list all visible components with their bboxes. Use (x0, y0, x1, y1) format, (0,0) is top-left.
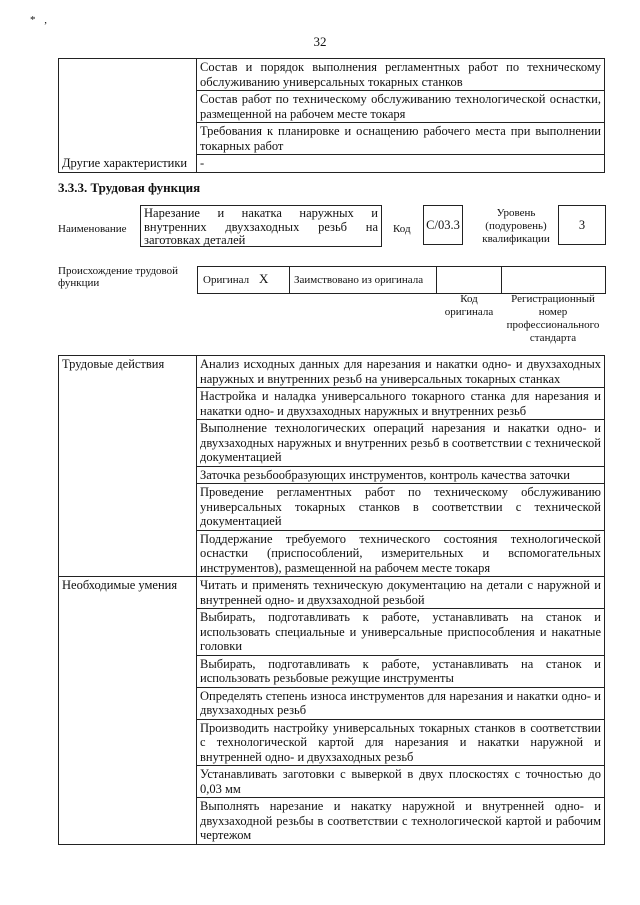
group-item: Выполнение технологических операций нарезания и накатки одно- и двухзаходных наружных и внутренних резьб в соответствии с технической документацией (197, 420, 605, 467)
top-table-row (59, 155, 605, 173)
group-item: Определять степень износа инструментов для нарезания и накатки одно- и двухзаходных резьб (197, 687, 605, 719)
top-table-row (59, 123, 605, 155)
top-row-label (59, 123, 197, 155)
group-label: Трудовые действия (59, 356, 197, 577)
origin-divider-3 (501, 266, 502, 293)
scan-mark: * , (30, 14, 50, 26)
top-row-text: Состав работ по техническому обслуживанию технологической оснастки, размещенной на рабочем месте токаря (197, 91, 605, 123)
level-label: Уровень (подуровень) квалификации (482, 207, 550, 245)
top-row-label (59, 59, 197, 91)
top-table-row (59, 59, 605, 91)
original-mark: X (259, 271, 269, 286)
group-item: Устанавливать заготовки с выверкой в двух плоскостях с точностью до 0,03 мм (197, 766, 605, 798)
group-item: Заточка резьбообразующих инструментов, контроль качества заточки (197, 466, 605, 484)
top-row-label (59, 91, 197, 123)
reg-number-caption: Регистрационный номер профессионального стандарта (506, 293, 600, 344)
group-item: Выполнять нарезание и накатку наружной и внутренней одно- и двухзаходной резьбы в соответствии с технологической картой и рабочим чертежом (197, 798, 605, 845)
group-item: Поддержание требуемого технического состояния технологической оснастки (приспособлений, измерительных и вспомогательных инструментов), размещенной на рабочем месте токаря (197, 530, 605, 577)
function-name: Нарезание и накатка наружных и внутренних двухзаходных резьб на заготовках деталей (140, 205, 382, 247)
main-table-row (59, 577, 605, 609)
section-heading: 3.3.3. Трудовая функция (58, 180, 201, 195)
origin-divider-1 (289, 266, 290, 293)
group-item: Выбирать, подготавливать к работе, устанавливать на станок и использовать специальные и универсальные приспособления и накатные головки (197, 609, 605, 656)
code-label: Код (393, 223, 411, 235)
original-label: Оригинал (203, 274, 250, 286)
level-value: 3 (558, 205, 606, 245)
main-table (58, 355, 605, 845)
origin-divider-2 (436, 266, 437, 293)
group-item: Выбирать, подготавливать к работе, устанавливать на станок и использовать резьбовые режущие инструменты (197, 655, 605, 687)
top-table-row (59, 91, 605, 123)
code-original-caption: Код оригинала (444, 293, 494, 318)
top-row-text: - (197, 155, 605, 173)
main-table-row (59, 356, 605, 388)
name-label: Наименование (58, 223, 127, 235)
top-row-text: Состав и порядок выполнения регламентных работ по техническому обслуживанию универсальных токарных станков (197, 59, 605, 91)
top-table (58, 58, 605, 173)
borrowed-label: Заимствовано из оригинала (294, 274, 424, 286)
group-item: Читать и применять техническую документацию на детали с наружной и внутренней одно- и двухзаходной резьбой (197, 577, 605, 609)
top-row-label: Другие характеристики (59, 155, 197, 173)
origin-label: Происхождение трудовой функции (58, 265, 179, 289)
group-label: Необходимые умения (59, 577, 197, 845)
function-code: C/03.3 (423, 205, 463, 245)
group-item: Анализ исходных данных для нарезания и накатки одно- и двухзаходных наружных и внутренних резьб на универсальных токарных станках (197, 356, 605, 388)
group-item: Проведение регламентных работ по техническому обслуживанию универсальных токарных станков в соответствии с технической документацией (197, 484, 605, 531)
page-number: 32 (313, 34, 327, 49)
group-item: Производить настройку универсальных токарных станков в соответствии с технологической картой для нарезания и накатки наружной и внутренней одно- и двухзаходных резьб (197, 719, 605, 766)
top-row-text: Требования к планировке и оснащению рабочего места при выполнении токарных работ (197, 123, 605, 155)
group-item: Настройка и наладка универсального токарного станка для нарезания и накатки одно- и двухзаходных наружных и внутренних резьб (197, 388, 605, 420)
